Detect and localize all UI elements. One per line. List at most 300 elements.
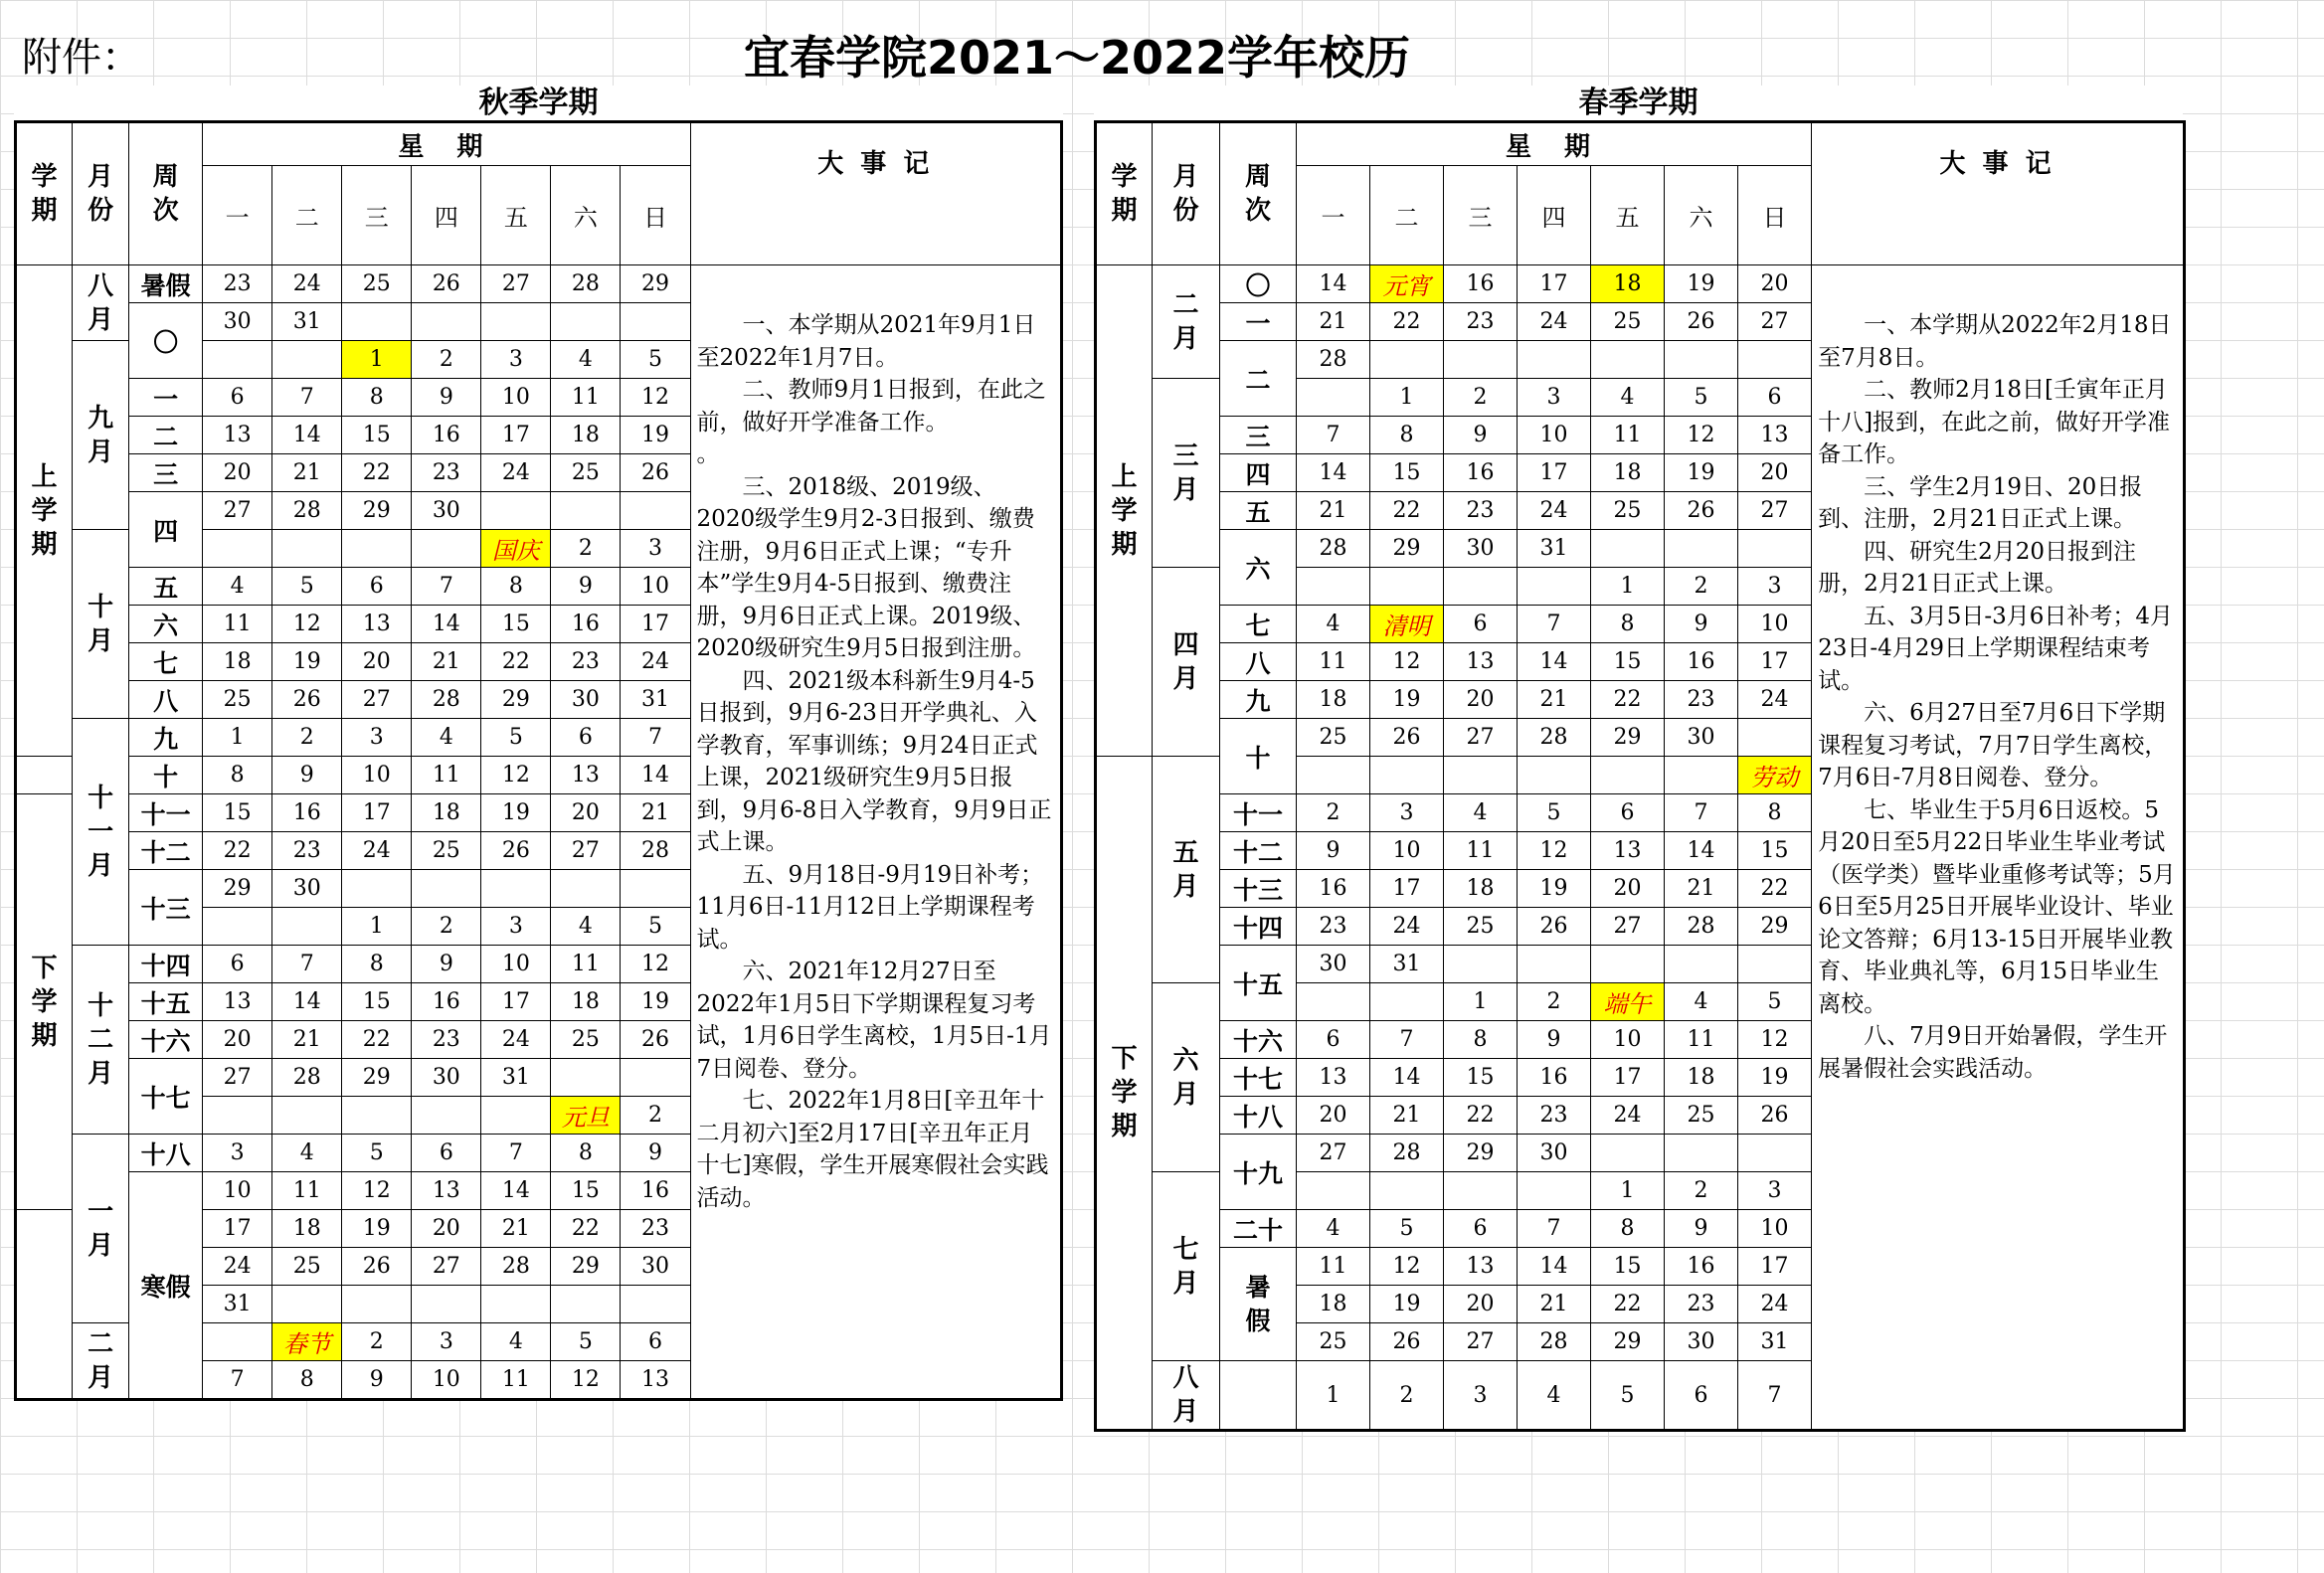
day-cell: 17 xyxy=(1518,265,1591,303)
day-cell xyxy=(1591,341,1665,379)
week-w5: 五 xyxy=(129,568,203,606)
day-cell: 5 xyxy=(621,908,690,946)
day-cell: 25 xyxy=(551,1021,621,1059)
day-cell: 5 xyxy=(481,719,551,757)
month-oct: 十月 xyxy=(73,530,129,719)
day-cell xyxy=(272,1286,342,1323)
month-may: 五月 xyxy=(1153,757,1220,983)
day-cell: 4 xyxy=(551,341,621,379)
day-cell xyxy=(481,870,551,908)
day-cell: 6 xyxy=(1591,794,1665,832)
day-cell: 21 xyxy=(412,643,481,681)
spring-section-title: 春季学期 xyxy=(1094,86,2183,121)
day-cell: 14 xyxy=(621,757,690,794)
day-cell: 12 xyxy=(551,1361,621,1400)
day-cell: 13 xyxy=(1444,643,1518,681)
day-cell: 3 xyxy=(203,1135,272,1172)
day-cell: 14 xyxy=(1297,265,1370,303)
day-cell: 6 xyxy=(1444,1210,1518,1248)
day-cell xyxy=(1665,757,1738,794)
day-cell: 8 xyxy=(1591,606,1665,643)
week-w8: 八 xyxy=(129,681,203,719)
day-cell: 13 xyxy=(1591,832,1665,870)
calendar-row xyxy=(16,265,1062,303)
day-cell: 5 xyxy=(1370,1210,1444,1248)
week-w9: 九 xyxy=(1220,681,1297,719)
day-cell xyxy=(203,1323,272,1361)
day-cell xyxy=(1591,530,1665,568)
holiday-cell: 端午 xyxy=(1591,983,1665,1021)
weekday-mon: 一 xyxy=(203,166,272,265)
day-cell: 30 xyxy=(412,1059,481,1097)
day-cell: 3 xyxy=(1738,1172,1812,1210)
day-cell: 7 xyxy=(621,719,690,757)
day-cell: 29 xyxy=(203,870,272,908)
day-cell: 4 xyxy=(1591,379,1665,417)
day-cell: 9 xyxy=(272,757,342,794)
day-cell: 8 xyxy=(1444,1021,1518,1059)
day-cell: 7 xyxy=(412,568,481,606)
day-cell: 3 xyxy=(1444,1361,1518,1431)
day-cell: 17 xyxy=(203,1210,272,1248)
term-lower: 下学期 xyxy=(16,794,73,1210)
day-cell: 7 xyxy=(272,946,342,983)
day-cell: 18 xyxy=(1665,1059,1738,1097)
day-cell: 20 xyxy=(1738,454,1812,492)
day-cell xyxy=(1444,946,1518,983)
day-cell: 24 xyxy=(1591,1097,1665,1135)
day-cell: 26 xyxy=(412,265,481,303)
day-cell: 18 xyxy=(551,983,621,1021)
day-cell: 10 xyxy=(1738,1210,1812,1248)
day-cell: 6 xyxy=(551,719,621,757)
month-apr: 四月 xyxy=(1153,568,1220,757)
day-cell: 22 xyxy=(342,454,412,492)
event-item: 。 xyxy=(696,441,720,467)
holiday-cell: 元旦 xyxy=(551,1097,621,1135)
day-cell: 4 xyxy=(1665,983,1738,1021)
document-title: 宜春学院2021～2022学年校历 xyxy=(744,31,1411,85)
day-cell: 19 xyxy=(1665,454,1738,492)
day-cell: 21 xyxy=(1370,1097,1444,1135)
event-item: 一、本学期从2021年9月1日至2022年1月7日。 xyxy=(696,312,1036,371)
day-cell: 12 xyxy=(342,1172,412,1210)
weekday-mon: 一 xyxy=(1297,166,1370,265)
month-jun: 六月 xyxy=(1153,983,1220,1172)
day-cell: 24 xyxy=(342,832,412,870)
day-cell: 18 xyxy=(1591,265,1665,303)
day-cell: 15 xyxy=(1591,1248,1665,1286)
day-cell: 15 xyxy=(1591,643,1665,681)
day-cell: 7 xyxy=(481,1135,551,1172)
term-spacer xyxy=(16,757,73,794)
day-cell: 2 xyxy=(412,341,481,379)
day-cell: 6 xyxy=(1738,379,1812,417)
day-cell: 18 xyxy=(1444,870,1518,908)
day-cell xyxy=(551,492,621,530)
day-cell: 3 xyxy=(481,908,551,946)
day-cell: 21 xyxy=(272,454,342,492)
day-cell: 17 xyxy=(481,983,551,1021)
day-cell: 31 xyxy=(1518,530,1591,568)
day-cell: 11 xyxy=(481,1361,551,1400)
day-cell xyxy=(481,492,551,530)
day-cell: 9 xyxy=(342,1361,412,1400)
weekday-fri: 五 xyxy=(1591,166,1665,265)
day-cell: 20 xyxy=(1738,265,1812,303)
day-cell: 24 xyxy=(621,643,690,681)
day-cell: 18 xyxy=(203,643,272,681)
term-header: 学期 xyxy=(1096,122,1153,265)
day-cell: 28 xyxy=(1297,530,1370,568)
day-cell: 22 xyxy=(203,832,272,870)
day-cell: 24 xyxy=(1738,1286,1812,1323)
day-cell: 29 xyxy=(1370,530,1444,568)
day-cell: 10 xyxy=(1591,1021,1665,1059)
day-cell: 6 xyxy=(203,379,272,417)
day-cell: 3 xyxy=(1518,379,1591,417)
week-w1: 一 xyxy=(129,379,203,417)
day-cell: 29 xyxy=(342,1059,412,1097)
day-cell: 15 xyxy=(342,417,412,454)
day-cell: 20 xyxy=(203,454,272,492)
events-panel xyxy=(690,265,1061,1400)
day-cell: 24 xyxy=(203,1248,272,1286)
holiday-cell: 劳动 xyxy=(1738,757,1812,794)
day-cell: 16 xyxy=(1665,643,1738,681)
day-cell: 10 xyxy=(481,379,551,417)
day-cell: 14 xyxy=(412,606,481,643)
day-cell: 17 xyxy=(1518,454,1591,492)
day-cell: 28 xyxy=(1518,719,1591,757)
day-cell: 23 xyxy=(1297,908,1370,946)
event-item: 五、9月18日-9月19日补考；11月6日-11月12日上学期课程考试。 xyxy=(696,861,1044,953)
holiday-cell: 清明 xyxy=(1370,606,1444,643)
week-w4: 四 xyxy=(1220,454,1297,492)
day-cell: 5 xyxy=(621,341,690,379)
day-cell: 31 xyxy=(1738,1323,1812,1361)
week-w17: 十七 xyxy=(1220,1059,1297,1097)
weekday-group-header: 星 期 xyxy=(1297,122,1812,166)
day-cell: 23 xyxy=(551,643,621,681)
day-cell xyxy=(621,1286,690,1323)
day-cell xyxy=(203,341,272,379)
day-cell: 8 xyxy=(342,379,412,417)
day-cell xyxy=(481,1286,551,1323)
day-cell: 21 xyxy=(1297,303,1370,341)
weekday-fri: 五 xyxy=(481,166,551,265)
month-dec: 十二月 xyxy=(73,946,129,1135)
day-cell: 28 xyxy=(481,1248,551,1286)
day-cell: 13 xyxy=(1297,1059,1370,1097)
day-cell xyxy=(551,870,621,908)
day-cell xyxy=(1444,568,1518,606)
day-cell: 2 xyxy=(1297,794,1370,832)
day-cell: 9 xyxy=(412,379,481,417)
day-cell xyxy=(272,1097,342,1135)
day-cell xyxy=(1370,757,1444,794)
day-cell: 13 xyxy=(203,417,272,454)
day-cell: 21 xyxy=(621,794,690,832)
day-cell: 3 xyxy=(412,1323,481,1361)
day-cell: 28 xyxy=(272,1059,342,1097)
term-upper: 上学期 xyxy=(16,265,73,757)
day-cell: 11 xyxy=(1297,1248,1370,1286)
autumn-calendar-table xyxy=(14,120,1063,1401)
day-cell: 11 xyxy=(1297,643,1370,681)
day-cell: 3 xyxy=(481,341,551,379)
day-cell: 22 xyxy=(551,1210,621,1248)
day-cell xyxy=(203,908,272,946)
day-cell: 20 xyxy=(1591,870,1665,908)
weekday-wed: 三 xyxy=(342,166,412,265)
day-cell: 22 xyxy=(1370,492,1444,530)
day-cell: 12 xyxy=(481,757,551,794)
day-cell: 23 xyxy=(1444,492,1518,530)
day-cell: 14 xyxy=(1518,1248,1591,1286)
day-cell: 7 xyxy=(1518,606,1591,643)
weekday-sun: 日 xyxy=(1738,166,1812,265)
week-summer: 暑假 xyxy=(1220,1248,1297,1361)
day-cell: 18 xyxy=(1591,454,1665,492)
day-cell: 10 xyxy=(342,757,412,794)
day-cell: 18 xyxy=(551,417,621,454)
events-header: 大 事 记 xyxy=(1812,122,2185,265)
day-cell: 8 xyxy=(1370,417,1444,454)
day-cell: 26 xyxy=(481,832,551,870)
day-cell: 4 xyxy=(1297,1210,1370,1248)
day-cell: 12 xyxy=(1518,832,1591,870)
day-cell xyxy=(1297,757,1370,794)
holiday-cell: 国庆 xyxy=(481,530,551,568)
day-cell: 2 xyxy=(621,1097,690,1135)
day-cell: 27 xyxy=(412,1248,481,1286)
day-cell xyxy=(342,303,412,341)
day-cell: 6 xyxy=(412,1135,481,1172)
day-cell xyxy=(272,341,342,379)
week-w8: 八 xyxy=(1220,643,1297,681)
day-cell: 5 xyxy=(342,1135,412,1172)
day-cell: 4 xyxy=(1444,794,1518,832)
day-cell: 25 xyxy=(272,1248,342,1286)
day-cell xyxy=(272,908,342,946)
day-cell: 16 xyxy=(412,983,481,1021)
day-cell: 20 xyxy=(1444,681,1518,719)
day-cell: 12 xyxy=(1370,643,1444,681)
day-cell: 24 xyxy=(1370,908,1444,946)
events-header: 大 事 记 xyxy=(690,122,1061,265)
event-item: 四、2021级本科新生9月4-5日报到，9月6-23日开学典礼、入学教育，军事训练；9月24日正式上课，2021级研究生9月5日报到，9月6-8日入学教育，9月9日正式上课。 xyxy=(696,667,1052,855)
weekday-group-header: 星 期 xyxy=(203,122,690,166)
day-cell: 26 xyxy=(1738,1097,1812,1135)
day-cell: 26 xyxy=(272,681,342,719)
day-cell: 26 xyxy=(621,454,690,492)
week-summer: 暑假 xyxy=(129,265,203,303)
day-cell: 11 xyxy=(551,946,621,983)
day-cell: 2 xyxy=(1518,983,1591,1021)
day-cell: 1 xyxy=(1444,983,1518,1021)
week-w16: 十六 xyxy=(129,1021,203,1059)
day-cell: 12 xyxy=(1738,1021,1812,1059)
day-cell: 8 xyxy=(481,568,551,606)
day-cell: 30 xyxy=(1297,946,1370,983)
day-cell: 19 xyxy=(621,417,690,454)
day-cell: 13 xyxy=(551,757,621,794)
day-cell: 17 xyxy=(1738,643,1812,681)
day-cell: 5 xyxy=(272,568,342,606)
calendar-row xyxy=(1096,265,2185,303)
day-cell: 9 xyxy=(1518,1021,1591,1059)
day-cell: 13 xyxy=(203,983,272,1021)
day-cell: 24 xyxy=(1518,303,1591,341)
day-cell xyxy=(412,870,481,908)
day-cell: 8 xyxy=(272,1361,342,1400)
month-header: 月份 xyxy=(73,122,129,265)
day-cell xyxy=(1370,568,1444,606)
week-w20: 二十 xyxy=(1220,1210,1297,1248)
weekday-wed: 三 xyxy=(1444,166,1518,265)
event-item: 六、6月27日至7月6日下学期课程复习考试，7月7日学生离校，7月6日-7月8日阅卷、登分。 xyxy=(1818,700,2168,790)
day-cell: 16 xyxy=(1444,265,1518,303)
week-w12: 十二 xyxy=(1220,832,1297,870)
day-cell xyxy=(1665,530,1738,568)
day-cell xyxy=(1370,1172,1444,1210)
day-cell: 31 xyxy=(1370,946,1444,983)
day-cell: 19 xyxy=(272,643,342,681)
day-cell: 23 xyxy=(621,1210,690,1248)
day-cell: 29 xyxy=(342,492,412,530)
day-cell: 19 xyxy=(1370,1286,1444,1323)
day-cell: 30 xyxy=(412,492,481,530)
week-w6: 六 xyxy=(129,606,203,643)
day-cell xyxy=(621,303,690,341)
day-cell: 27 xyxy=(1444,1323,1518,1361)
week-w13: 十三 xyxy=(1220,870,1297,908)
day-cell: 16 xyxy=(1444,454,1518,492)
month-feb: 二月 xyxy=(73,1323,129,1400)
day-cell: 25 xyxy=(1297,1323,1370,1361)
day-cell xyxy=(1665,946,1738,983)
day-cell: 4 xyxy=(203,568,272,606)
month-mar: 三月 xyxy=(1153,379,1220,568)
week-w10: 十 xyxy=(129,757,203,794)
day-cell: 26 xyxy=(1665,303,1738,341)
holiday-cell: 元宵 xyxy=(1370,265,1444,303)
week-w14: 十四 xyxy=(1220,908,1297,946)
day-cell: 21 xyxy=(1518,681,1591,719)
day-cell: 10 xyxy=(1738,606,1812,643)
day-cell: 20 xyxy=(412,1210,481,1248)
day-cell: 19 xyxy=(481,794,551,832)
day-cell: 13 xyxy=(342,606,412,643)
week-w7: 七 xyxy=(1220,606,1297,643)
day-cell: 25 xyxy=(1591,492,1665,530)
week-w19: 十九 xyxy=(1220,1135,1297,1210)
event-item: 四、研究生2月20日报到注册，2月21日正式上课。 xyxy=(1818,538,2136,597)
day-cell: 8 xyxy=(1738,794,1812,832)
day-cell xyxy=(1591,946,1665,983)
week-w12: 十二 xyxy=(129,832,203,870)
day-cell: 28 xyxy=(1665,908,1738,946)
day-cell: 30 xyxy=(203,303,272,341)
day-cell: 6 xyxy=(203,946,272,983)
day-cell: 12 xyxy=(1370,1248,1444,1286)
day-cell: 9 xyxy=(621,1135,690,1172)
day-cell: 15 xyxy=(342,983,412,1021)
day-cell: 9 xyxy=(1665,606,1738,643)
month-aug: 八月 xyxy=(1153,1361,1220,1431)
day-cell: 24 xyxy=(1518,492,1591,530)
weekday-thu: 四 xyxy=(1518,166,1591,265)
day-cell: 27 xyxy=(203,1059,272,1097)
week-w14: 十四 xyxy=(129,946,203,983)
month-nov: 十一月 xyxy=(73,719,129,946)
day-cell xyxy=(1738,1135,1812,1172)
day-cell xyxy=(412,530,481,568)
day-cell: 2 xyxy=(1665,1172,1738,1210)
day-cell: 5 xyxy=(1738,983,1812,1021)
day-cell: 23 xyxy=(1665,681,1738,719)
day-cell: 18 xyxy=(1297,681,1370,719)
week-w11: 十一 xyxy=(1220,794,1297,832)
day-cell: 22 xyxy=(342,1021,412,1059)
day-cell: 9 xyxy=(412,946,481,983)
day-cell xyxy=(1518,341,1591,379)
weekday-tue: 二 xyxy=(1370,166,1444,265)
day-cell: 7 xyxy=(203,1361,272,1400)
weekday-sat: 六 xyxy=(551,166,621,265)
event-item: 一、本学期从2022年2月18日至7月8日。 xyxy=(1818,312,2172,371)
day-cell: 26 xyxy=(1665,492,1738,530)
day-cell: 25 xyxy=(1591,303,1665,341)
day-cell: 6 xyxy=(342,568,412,606)
day-cell: 17 xyxy=(621,606,690,643)
day-cell: 14 xyxy=(1297,454,1370,492)
day-cell xyxy=(412,1286,481,1323)
day-cell: 19 xyxy=(1738,1059,1812,1097)
day-cell: 11 xyxy=(1665,1021,1738,1059)
day-cell: 8 xyxy=(551,1135,621,1172)
autumn-section-title: 秋季学期 xyxy=(14,86,1063,121)
day-cell: 1 xyxy=(1591,568,1665,606)
day-cell: 5 xyxy=(1591,1361,1665,1431)
day-cell: 27 xyxy=(551,832,621,870)
day-cell: 21 xyxy=(481,1210,551,1248)
day-cell: 22 xyxy=(1738,870,1812,908)
day-cell: 15 xyxy=(203,794,272,832)
day-cell: 8 xyxy=(342,946,412,983)
day-cell: 1 xyxy=(1370,379,1444,417)
month-jan: 一月 xyxy=(73,1135,129,1323)
day-cell xyxy=(1370,341,1444,379)
day-cell: 30 xyxy=(621,1248,690,1286)
week-w1: 一 xyxy=(1220,303,1297,341)
event-item: 五、3月5日-3月6日补考；4月23日-4月29日上学期课程结束考试。 xyxy=(1818,603,2174,694)
day-cell xyxy=(621,1059,690,1097)
holiday-cell: 春节 xyxy=(272,1323,342,1361)
day-cell xyxy=(1591,1135,1665,1172)
day-cell: 6 xyxy=(1665,1361,1738,1431)
day-cell: 19 xyxy=(1370,681,1444,719)
day-cell: 10 xyxy=(621,568,690,606)
day-cell: 26 xyxy=(1518,908,1591,946)
day-cell: 15 xyxy=(1738,832,1812,870)
day-cell: 2 xyxy=(1370,1361,1444,1431)
day-cell: 30 xyxy=(551,681,621,719)
day-cell: 4 xyxy=(1518,1361,1591,1431)
day-cell: 13 xyxy=(621,1361,690,1400)
weekday-tue: 二 xyxy=(272,166,342,265)
